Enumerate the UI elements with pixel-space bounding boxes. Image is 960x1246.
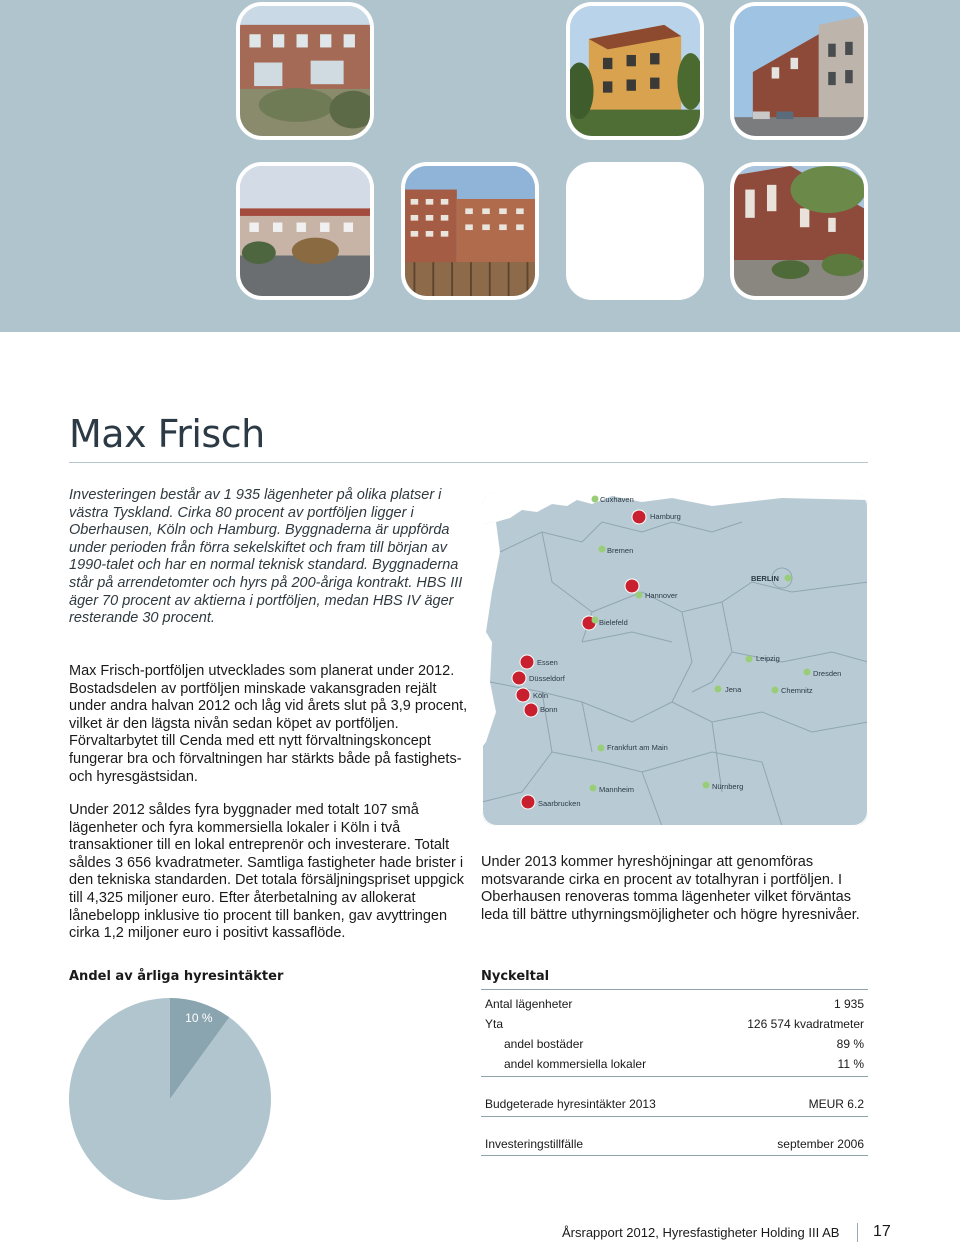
key-figure-row	[481, 1054, 868, 1074]
germany-portfolio-map	[482, 492, 868, 826]
title-divider	[69, 462, 868, 463]
photo-apartment-courtyard	[236, 162, 374, 300]
map-marker-red	[516, 688, 530, 702]
key-figure-value: 11 %	[837, 1057, 864, 1071]
key-figures-divider	[481, 1076, 868, 1077]
map-marker-green	[772, 687, 779, 694]
body-paragraph-3: Under 2013 kommer hyreshöjningar att genomföras motsvarande cirka en procent av totalhyran i portföljen. I Oberhausen renoveras tomma lägenheter vilket förväntas leda till bättre uthyrningsmöjligheter och högre hyresnivåer.	[481, 854, 860, 923]
map-marker-green	[746, 656, 753, 663]
key-figure-label: andel bostäder	[504, 1037, 584, 1051]
map-marker-red	[512, 671, 526, 685]
map-marker-red	[521, 795, 535, 809]
map-marker-green	[715, 686, 722, 693]
map-label-bonn: Bonn	[540, 705, 558, 714]
map-marker-red	[632, 510, 646, 524]
map-label-frankfurt: Frankfurt am Main	[607, 743, 668, 752]
body-paragraph-1: Max Frisch-portföljen utvecklades som planerat under 2012. Bostadsdelen av portföljen minskade vakansgraden rejält under andra halvan 2012 och låg vid årets slut på 3,9 procent, vilket är den lägsta nivån sedan köpet av portföljen. Förvaltarbytet till Cenda med ett nytt förvaltningskoncept fungerar bra och förvaltningen har stärkts både på fastighets- och hyresgästsidan.	[69, 663, 468, 785]
key-figure-label: Budgeterade hyresintäkter 2013	[485, 1097, 656, 1111]
photo-brick-row-houses	[730, 162, 868, 300]
map-label-chemnitz: Chemnitz	[781, 686, 813, 695]
map-label-mannheim: Mannheim	[599, 785, 635, 794]
footer-text: Årsrapport 2012, Hyresfastigheter Holding III AB	[562, 1225, 840, 1240]
photo-brick-street	[730, 2, 868, 140]
page-title: Max Frisch	[69, 412, 265, 456]
key-figures-divider	[481, 1116, 868, 1117]
key-figure-label: Investeringstillfälle	[485, 1137, 584, 1151]
key-figure-value: MEUR 6.2	[808, 1097, 864, 1111]
key-figure-label: Antal lägenheter	[485, 997, 573, 1011]
map-marker-red	[520, 655, 534, 669]
map-marker-red	[524, 703, 538, 717]
map-marker-green	[804, 669, 811, 676]
key-figure-label: Yta	[485, 1017, 504, 1031]
pie-chart	[60, 989, 280, 1209]
key-figures-heading: Nyckeltal	[481, 969, 550, 984]
map-label-hannover: Hannover	[645, 591, 678, 600]
map-label-bremen: Bremen	[607, 546, 634, 555]
map-marker-green	[785, 575, 792, 582]
map-marker-green	[636, 592, 643, 599]
key-figure-row	[481, 1134, 868, 1154]
map-label-dresden: Dresden	[813, 669, 842, 678]
map-label-nurnberg: Nürnberg	[712, 782, 744, 791]
key-figure-label: andel kommersiella lokaler	[504, 1057, 647, 1071]
pie-chart-heading: Andel av årliga hyresintäkter	[69, 969, 284, 984]
key-figures-heading-rule	[481, 989, 868, 990]
map-marker-green	[703, 782, 710, 789]
pie-slice-label: 10 %	[185, 1011, 213, 1026]
key-figure-row	[481, 1014, 868, 1034]
pie-slice	[69, 998, 271, 1200]
map-label-leipzig: Leipzig	[756, 654, 780, 663]
map-label-essen: Essen	[537, 658, 558, 667]
key-figures-divider	[481, 1155, 868, 1156]
photo-garden-courtyard	[236, 2, 374, 140]
intro-paragraph: Investeringen består av 1 935 lägenheter på olika platser i västra Tyskland. Cirka 80 procent av portföljen ligger i Oberhausen, Köln och Hamburg. Byggnaderna är uppförda under perioden från förra sekelskiftet och fram till början av 1990-talet och har en normal teknisk standard. Byggnaderna står på arrendetomter och hyrs på 200-åriga kontrakt. HBS III äger 70 procent av aktierna i portföljen, medan HBS IV äger resterande 30 procent.	[69, 487, 463, 627]
map-label-bielefeld: Bielefeld	[599, 618, 628, 627]
photo-empty-frame	[566, 162, 704, 300]
map-marker-green	[598, 745, 605, 752]
key-figure-value: 1 935	[833, 997, 864, 1011]
map-marker-green	[590, 785, 597, 792]
key-figure-row	[481, 994, 868, 1014]
map-label-hamburg: Hamburg	[650, 512, 681, 521]
map-marker-green	[592, 496, 599, 503]
map-label-saarbrucken: Saarbrucken	[538, 799, 581, 808]
photo-yellow-building	[566, 2, 704, 140]
key-figure-value: 126 574 kvadratmeter	[747, 1017, 864, 1031]
map-label-koln: Köln	[533, 691, 549, 700]
key-figure-row	[481, 1034, 868, 1054]
footer-separator	[857, 1223, 858, 1242]
map-marker-green	[592, 617, 599, 624]
photo-banner	[0, 0, 960, 332]
map-marker-green	[599, 546, 606, 553]
body-paragraph-2: Under 2012 såldes fyra byggnader med totalt 107 små lägenheter och fyra kommersiella lokaler i Köln i två transaktioner till en lokal entreprenör och investerare. Totalt såldes 3 656 kvadratmeter. Samtliga fastigheter hade brister i den tekniska standarden. Det totala försäljningspriset uppgick till 4,325 miljoner euro. Efter återbetalning av allokerat lånebelopp inklusive tio procent till banken, gav avyttringen cirka 1,2 miljoner euro i positivt kassaflöde.	[69, 802, 464, 942]
key-figure-value: 89 %	[836, 1037, 864, 1051]
map-label-dusseldorf: Düsseldorf	[529, 674, 565, 683]
photo-brick-tower-blocks	[401, 162, 539, 300]
map-label-berlin: BERLIN	[751, 574, 779, 583]
page-number: 17	[873, 1223, 891, 1240]
map-label-jena: Jena	[725, 685, 742, 694]
map-marker-red	[625, 579, 639, 593]
key-figure-row	[481, 1094, 868, 1114]
map-label-cuxhaven: Cuxhaven	[600, 495, 634, 504]
key-figure-value: september 2006	[777, 1137, 864, 1151]
